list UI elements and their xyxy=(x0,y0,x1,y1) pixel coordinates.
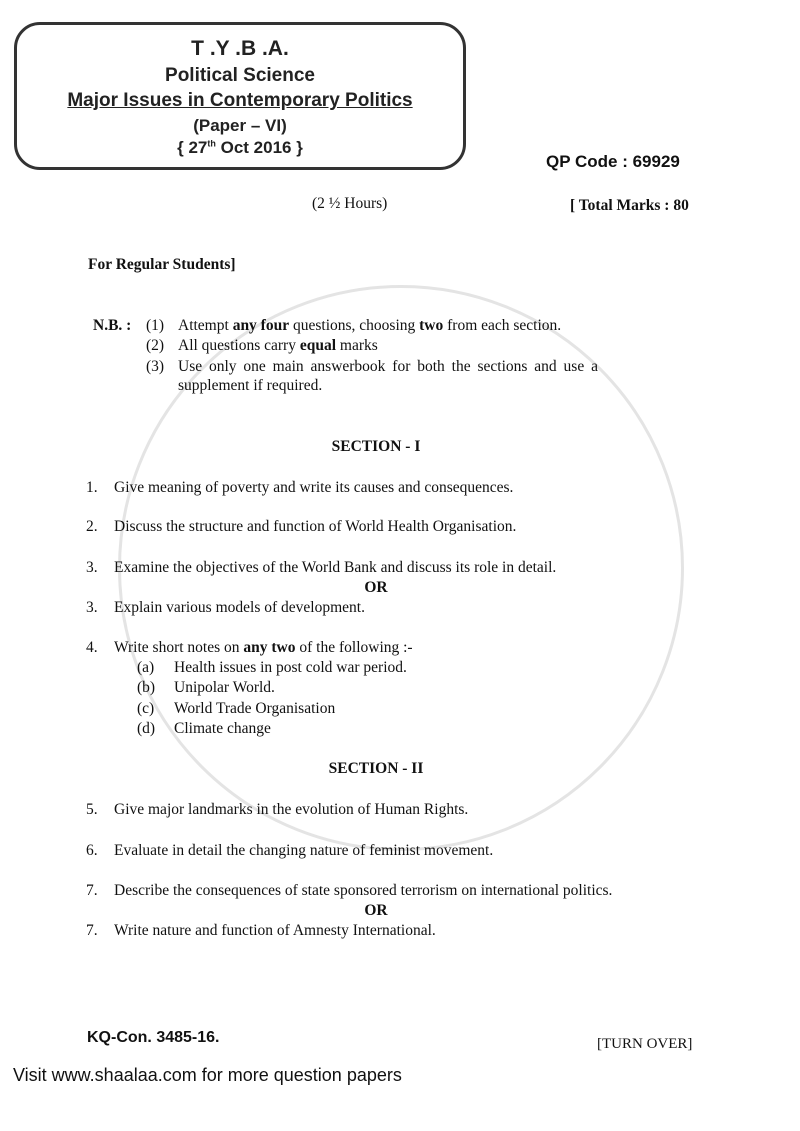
question-4 xyxy=(86,639,413,657)
nb-num: (1) xyxy=(146,317,165,334)
nb-bold: equal xyxy=(299,337,337,354)
q4-item-d xyxy=(137,720,271,738)
qp-code: QP Code : 69929 xyxy=(546,152,680,171)
question-text: Explain various models of development. xyxy=(114,599,365,616)
nb-item-3-cont: supplement if required. xyxy=(178,377,323,394)
item-text: Unipolar World. xyxy=(174,679,275,696)
question-number: 6. xyxy=(86,842,98,859)
duration: (2 ½ Hours) xyxy=(312,195,388,212)
question-text: Examine the objectives of the World Bank and discuss its role in detail. xyxy=(114,559,557,576)
nb-bold: any four xyxy=(232,317,290,334)
paper-title: Major Issues in Contemporary Politics xyxy=(67,90,413,111)
question-text: Write nature and function of Amnesty International. xyxy=(114,922,436,939)
q4-item-a xyxy=(137,659,407,677)
question-3b xyxy=(86,599,365,617)
question-text: of the following :- xyxy=(295,639,413,656)
item-label: (b) xyxy=(137,679,156,696)
nb-text: questions, choosing xyxy=(289,317,420,334)
item-text: Climate change xyxy=(174,720,271,737)
section-2-title: SECTION - II xyxy=(328,760,424,777)
question-5 xyxy=(86,801,468,819)
visit-link[interactable]: Visit www.shaalaa.com for more question papers xyxy=(13,1065,402,1085)
nb-bold: two xyxy=(419,317,444,334)
date-sup: th xyxy=(207,138,216,149)
or-1: OR xyxy=(364,579,388,596)
question-bold: any two xyxy=(243,639,296,656)
nb-label: N.B. : xyxy=(93,317,132,334)
question-text: Give meaning of poverty and write its causes and consequences. xyxy=(114,479,514,496)
question-text: Discuss the structure and function of World Health Organisation. xyxy=(114,518,517,535)
question-3a xyxy=(86,559,556,577)
title-box xyxy=(14,22,466,170)
question-number: 4. xyxy=(86,639,98,656)
question-7b xyxy=(86,922,436,940)
question-text: Give major landmarks in the evolution of Human Rights. xyxy=(114,801,469,818)
nb-item-1 xyxy=(146,317,561,335)
nb-item-2 xyxy=(146,337,378,355)
paper-title-line xyxy=(17,90,463,112)
question-6 xyxy=(86,842,493,860)
question-number: 3. xyxy=(86,599,98,616)
item-label: (c) xyxy=(137,700,155,717)
nb-item-3 xyxy=(146,358,598,376)
turn-over: [TURN OVER] xyxy=(597,1036,693,1052)
question-text: Write short notes on xyxy=(114,639,244,656)
item-label: (a) xyxy=(137,659,155,676)
item-label: (d) xyxy=(137,720,156,737)
q4-item-b xyxy=(137,679,275,697)
question-text: Evaluate in detail the changing nature of feminist movement. xyxy=(114,842,494,859)
nb-text: marks xyxy=(336,337,378,354)
date-day: { 27 xyxy=(177,138,208,157)
paper-number: (Paper – VI) xyxy=(193,116,287,135)
question-7a xyxy=(86,882,612,900)
or-2: OR xyxy=(364,902,388,919)
nb-text: Use only one main answerbook for both the sections and use a xyxy=(178,358,598,375)
question-number: 2. xyxy=(86,518,98,535)
question-1 xyxy=(86,479,513,497)
item-text: Health issues in post cold war period. xyxy=(174,659,407,676)
nb-text: All questions carry xyxy=(178,337,300,354)
question-text: Describe the consequences of state sponsored terrorism on international politics. xyxy=(114,882,613,899)
paper-code: KQ-Con. 3485-16. xyxy=(87,1029,220,1046)
course-level: T .Y .B .A. xyxy=(191,37,289,60)
total-marks: [ Total Marks : 80 xyxy=(570,197,689,214)
question-number: 5. xyxy=(86,801,98,818)
question-number: 3. xyxy=(86,559,98,576)
exam-date xyxy=(17,138,463,158)
question-number: 1. xyxy=(86,479,98,496)
nb-num: (2) xyxy=(146,337,165,354)
question-number: 7. xyxy=(86,922,98,939)
nb-num: (3) xyxy=(146,358,165,375)
q4-item-c xyxy=(137,700,335,718)
question-number: 7. xyxy=(86,882,98,899)
for-regular-students: For Regular Students] xyxy=(88,256,236,273)
item-text: World Trade Organisation xyxy=(174,700,336,717)
nb-text: from each section. xyxy=(443,317,562,334)
nb-text: Attempt xyxy=(178,317,233,334)
question-2 xyxy=(86,518,516,536)
subject: Political Science xyxy=(165,65,315,86)
date-rest: Oct 2016 } xyxy=(215,138,303,157)
section-1-title: SECTION - I xyxy=(331,438,421,455)
